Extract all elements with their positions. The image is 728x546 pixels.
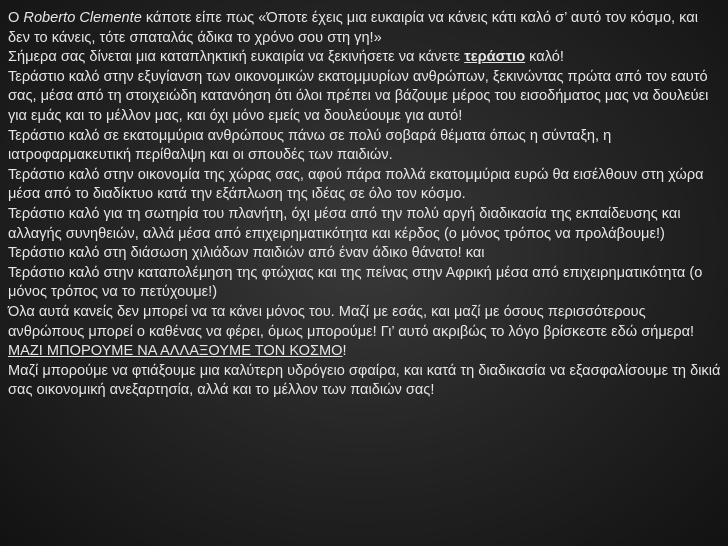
- finances-paragraph: Τεράστιο καλό στην εξυγίανση των οικονομικών εκατομμυρίων ανθρώπων, ξεκινώντας πρώτα από τον εαυτό σας, μέσα από τη στοιχειώδη κατανόηση ότι όλοι πρέπει να βάζουμε μέρος του εισοδήματος μας να δουλεύει για εμάς και το μέλλον μας, και όχι μόνο εμείς να δουλεύουμε για αυτό!: [8, 68, 709, 124]
- opportunity-text-end: καλό!: [525, 49, 564, 66]
- quote-prefix: Ο: [8, 10, 24, 26]
- children-paragraph: Τεράστιο καλό στη διάσωση χιλιάδων παιδιών από έναν άδικο θάνατο! και: [8, 245, 485, 262]
- quote-text: κάποτε είπε πως «Όποτε έχεις μια ευκαιρία να κάνεις κάτι καλό σ’ αυτό τον κόσμο, και δεν το κάνεις, τότε σπαταλάς άδικα το χρόνο σου στη γη!»: [8, 10, 698, 46]
- slide-body-text: [8, 9, 722, 401]
- economy-paragraph: Τεράστιο καλό στην οικονομία της χώρας σας, αφού πάρα πολλά εκατομμύρια ευρώ θα εισέλθουν στη χώρα μέσα από το διαδίκτυο κατά την εξάπλωση της ιδέας σε όλο τον κόσμο.: [8, 166, 704, 203]
- quote-author-name: Roberto Clemente: [23, 10, 142, 26]
- slogan-text: ΜΑΖΙ ΜΠΟΡΟΥΜΕ ΝΑ ΑΛΛΑΞΟΥΜΕ ΤΟΝ ΚΟΣΜΟ: [8, 343, 343, 360]
- pension-health-paragraph: Τεράστιο καλό σε εκατομμύρια ανθρώπους πάνω σε πολύ σοβαρά θέματα όπως η σύνταξη, η ιατροφαρμακευτική περίθαλψη και οι σπουδές των παιδιών.: [8, 127, 612, 164]
- africa-paragraph: Τεράστιο καλό στην καταπολέμηση της φτώχιας και της πείνας στην Αφρική μέσα από επιχειρηματικότητα (ο μόνος τρόπος να το πετύχουμε!): [8, 264, 703, 301]
- slogan-paragraph: [8, 342, 722, 362]
- slogan-mark: !: [342, 343, 347, 360]
- together-paragraph: Όλα αυτά κανείς δεν μπορεί να τα κάνει μόνος του. Μαζί με εσάς, και μαζί με όσους περισσότερους ανθρώπους μπορεί ο καθένας να φέρει, όμως μπορούμε! Γι’ αυτό ακριβώς το λόγο βρίσκεστε εδώ σήμερα!: [8, 303, 695, 340]
- planet-paragraph: Τεράστιο καλό για τη σωτηρία του πλανήτη, όχι μέσα από την πολύ αργή διαδικασία της εκπαίδευσης και αλλαγής συνηθειών, αλλά μέσα από επιχειρηματικότητα και κέρδος (ο μόνος τρόπος να προλάβουμε!): [8, 205, 681, 242]
- closing-paragraph: Μαζί μπορούμε να φτιάξουμε μια καλύτερη υδρόγειο σφαίρα, και κατά τη διαδικασία να εξασφαλίσουμε τη δικιά σας οικονομική ανεξαρτησία, αλλά και το μέλλον των παιδιών σας!: [8, 362, 721, 399]
- opportunity-paragraph: [8, 48, 722, 68]
- quote-paragraph: [8, 9, 722, 48]
- emphasis-word: τεράστιο: [464, 49, 526, 66]
- opportunity-text: Σήμερα σας δίνεται μια καταπληκτική ευκαιρία να ξεκινήσετε να κάνετε: [8, 49, 465, 66]
